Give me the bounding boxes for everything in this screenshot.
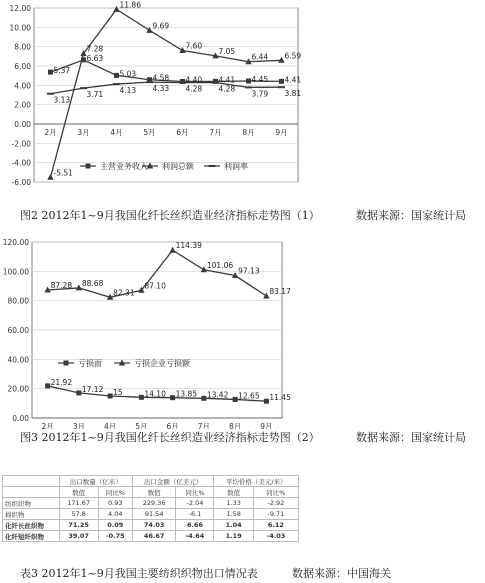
export-table — [2, 475, 299, 542]
table-cell: -2.04 — [176, 498, 214, 509]
table-row-label: 化纤短纤织物 — [3, 531, 60, 542]
table-header-cell: 同比% — [176, 487, 214, 498]
data-label: 83.17 — [269, 287, 291, 297]
x-tick-label: 7月 — [209, 128, 222, 137]
x-tick-label: 2月 — [44, 128, 57, 137]
data-label: 15 — [113, 388, 123, 397]
x-tick-label: 9月 — [275, 128, 288, 137]
x-tick-label: 9月 — [260, 422, 273, 429]
table-cell: 0.09 — [98, 520, 132, 531]
table-3-panel — [0, 452, 485, 583]
data-label: 4.41 — [218, 75, 236, 85]
chart-2-caption: 图3 2012年1~9月我国化纤长丝织造业经济指标走势图（2） — [20, 431, 320, 444]
table-header-cell: 同比% — [98, 487, 132, 498]
x-tick-label: 6月 — [166, 422, 179, 429]
table-cell: -4.64 — [176, 531, 214, 542]
legend-label: 主营业务收入 — [100, 162, 148, 171]
data-label: 11.45 — [269, 393, 291, 403]
table-header-cell: 同比% — [253, 487, 298, 498]
y-tick-label: 6.00 — [14, 62, 31, 71]
data-point — [246, 78, 251, 83]
data-label: 4.28 — [218, 84, 236, 94]
data-point — [48, 70, 53, 75]
data-label: 87.10 — [144, 281, 166, 291]
chart-1-caption: 图2 2012年1~9月我国化纤长丝织造业经济指标走势图（1） — [20, 209, 320, 222]
y-tick-label: 12.00 — [9, 4, 31, 13]
table-3-caption: 表3 2012年1~9月我国主要纺织织物出口情况表 — [20, 567, 258, 580]
data-label: 13.85 — [175, 389, 198, 399]
x-tick-label: 6月 — [176, 128, 189, 137]
y-tick-label: 120.00 — [2, 238, 29, 247]
data-label: 4.41 — [284, 75, 302, 85]
table-cell: -4.03 — [253, 531, 298, 542]
table-cell: 71.25 — [59, 520, 98, 531]
x-tick-label: 4月 — [103, 422, 117, 429]
x-tick-label: 5月 — [135, 422, 148, 429]
y-tick-label: 20.00 — [7, 384, 29, 394]
data-label: 17.12 — [81, 384, 104, 394]
chart-2-panel — [0, 229, 485, 442]
table-row — [3, 520, 299, 531]
legend-label: 利润总额 — [162, 162, 194, 171]
data-label: 87.28 — [50, 280, 73, 290]
data-label: 4.28 — [185, 84, 203, 94]
chart-2-source: 数据来源：国家统计局 — [356, 431, 466, 444]
table-header-cell: 数值 — [132, 487, 176, 498]
table-row — [3, 531, 299, 542]
table-header-cell — [3, 476, 60, 487]
data-label: 101.06 — [206, 260, 234, 270]
x-tick-label: 7月 — [197, 422, 211, 429]
legend-marker — [64, 361, 69, 366]
y-tick-label: 4.00 — [14, 81, 31, 91]
chart-1 — [0, 0, 485, 205]
data-label: 4.40 — [185, 75, 203, 85]
data-label: 4.13 — [119, 86, 137, 96]
data-label: 114.39 — [175, 241, 202, 251]
legend-label: 亏损企业亏损额 — [134, 359, 190, 368]
data-label: 14.10 — [144, 389, 166, 399]
legend-marker — [86, 164, 91, 169]
table-cell: 171.67 — [59, 498, 98, 509]
table-cell: 74.03 — [132, 520, 176, 531]
data-label: 6.44 — [251, 52, 269, 62]
data-label: 6.63 — [86, 53, 104, 63]
data-label: 21.92 — [50, 377, 73, 387]
table-header-row-2 — [3, 487, 299, 498]
table-cell: 229.36 — [132, 498, 176, 509]
table-header-cell: 出口数量（亿米） — [59, 476, 132, 487]
data-point — [45, 383, 50, 388]
table-cell: 46.67 — [132, 531, 176, 542]
data-point — [201, 396, 206, 401]
table-header-cell: 数值 — [59, 487, 98, 498]
table-cell: -0.75 — [98, 531, 132, 542]
data-label: 13.42 — [206, 390, 229, 400]
data-label: 5.03 — [119, 69, 137, 79]
table-row-label: 棉织物 — [3, 509, 60, 520]
data-label: 3.81 — [284, 89, 302, 99]
table-cell: -6.1 — [176, 509, 214, 520]
table-cell: 6.66 — [176, 520, 214, 531]
table-header-row-1 — [3, 476, 299, 487]
data-label: 11.86 — [119, 0, 141, 10]
data-label: 4.58 — [152, 73, 170, 83]
data-label: 88.68 — [81, 278, 104, 288]
y-tick-label: 8.00 — [14, 42, 31, 52]
table-header-cell: 平均价格（美元/米） — [214, 476, 299, 487]
x-tick-label: 3月 — [72, 422, 86, 429]
data-point — [233, 397, 238, 402]
table-cell: 1.33 — [214, 498, 253, 509]
y-tick-label: -6.00 — [11, 178, 31, 187]
table-header-cell: 出口金额（亿美元） — [132, 476, 214, 487]
data-point — [139, 395, 144, 400]
data-point — [108, 394, 113, 399]
y-tick-label: -4.00 — [11, 158, 31, 168]
y-tick-label: 0.00 — [12, 414, 29, 423]
x-tick-label: 8月 — [242, 128, 255, 137]
data-label: 97.13 — [238, 266, 260, 276]
y-tick-label: 0.00 — [14, 120, 31, 129]
data-label: 5.37 — [53, 66, 71, 76]
x-tick-label: 3月 — [77, 128, 90, 137]
y-tick-label: -2.00 — [11, 139, 31, 149]
data-label: 9.69 — [152, 21, 170, 31]
table-cell: 0.93 — [98, 498, 132, 509]
data-point — [114, 73, 119, 78]
chart-2 — [0, 229, 485, 429]
y-tick-label: 60.00 — [7, 326, 29, 335]
data-point — [264, 399, 269, 404]
x-tick-label: 5月 — [143, 128, 156, 137]
data-label: 3.13 — [53, 95, 71, 105]
table-cell: 1.04 — [214, 520, 253, 531]
y-tick-label: 80.00 — [7, 296, 29, 306]
table-cell: 57.8 — [59, 509, 98, 520]
x-tick-label: 8月 — [228, 422, 242, 429]
table-row-label: 化纤长丝织物 — [3, 520, 60, 531]
table-3-source: 数据来源：中国海关 — [292, 567, 391, 580]
table-cell: 1.58 — [214, 509, 253, 520]
legend-label: 利润率 — [224, 162, 248, 171]
data-label: 82.31 — [113, 288, 135, 298]
table-cell: -2.92 — [253, 498, 298, 509]
data-point — [279, 79, 284, 84]
table-row — [3, 498, 299, 509]
data-point — [76, 390, 81, 395]
table-cell: 91.54 — [132, 509, 176, 520]
table-cell: 39.07 — [59, 531, 98, 542]
table-header-cell — [3, 487, 60, 498]
data-label: 12.65 — [238, 391, 260, 401]
y-tick-label: 10.00 — [9, 23, 31, 33]
data-label: 4.33 — [152, 84, 170, 94]
chart-1-panel — [0, 0, 485, 226]
x-tick-label: 2月 — [41, 422, 54, 429]
table-header-cell: 数值 — [214, 487, 253, 498]
table-cell: 4.04 — [98, 509, 132, 520]
data-point — [170, 395, 175, 400]
data-label: 3.71 — [86, 90, 104, 100]
table-row — [3, 509, 299, 520]
data-label: 3.79 — [251, 89, 269, 99]
table-cell: -9.71 — [253, 509, 298, 520]
y-tick-label: 100.00 — [2, 267, 29, 277]
table-row-label: 纺织织物 — [3, 498, 60, 509]
table-cell: 1.19 — [214, 531, 253, 542]
data-label: -5.51 — [53, 168, 73, 178]
data-label: 6.59 — [284, 51, 302, 61]
table-cell: 6.12 — [253, 520, 298, 531]
y-tick-label: 2.00 — [14, 100, 31, 110]
data-label: 7.60 — [185, 41, 203, 51]
x-tick-label: 4月 — [110, 128, 123, 137]
data-label: 4.45 — [251, 74, 269, 84]
data-label: 7.28 — [86, 44, 104, 54]
chart-1-source: 数据来源：国家统计局 — [356, 209, 466, 222]
y-tick-label: 40.00 — [7, 355, 29, 365]
legend-label: 亏损面 — [78, 359, 102, 368]
data-label: 7.05 — [218, 46, 236, 56]
